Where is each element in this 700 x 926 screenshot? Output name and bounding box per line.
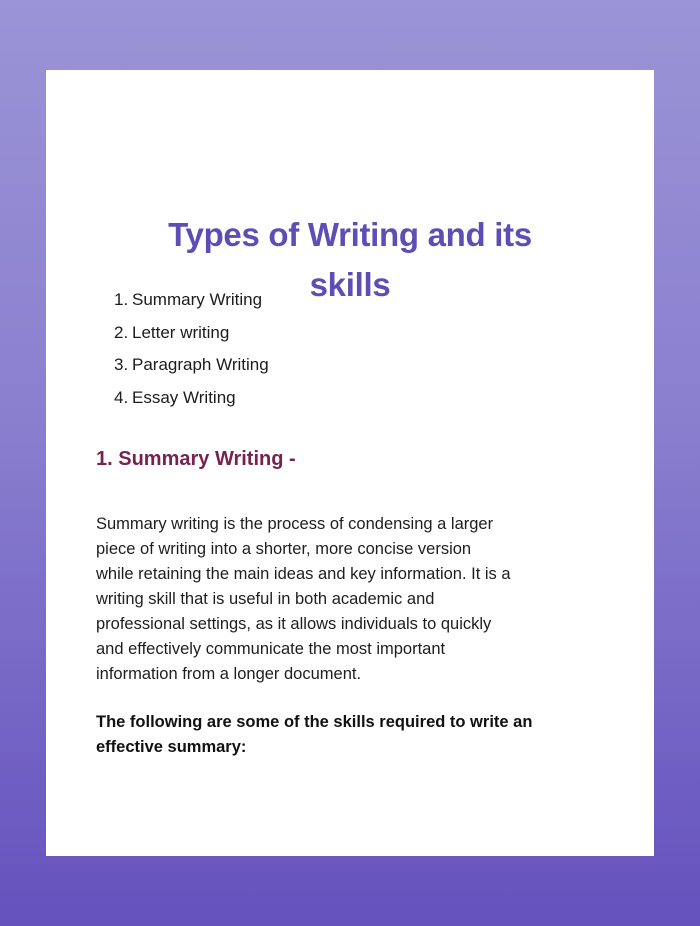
- list-number: 2.: [114, 322, 129, 342]
- list-item: [114, 317, 269, 350]
- paragraph-line: and effectively communicate the most important: [96, 640, 446, 658]
- list-label: Paragraph Writing: [132, 355, 269, 374]
- skills-intro: [96, 710, 532, 760]
- paragraph-line: professional settings, as it allows individuals to quickly: [96, 615, 492, 633]
- document-card: [46, 70, 654, 856]
- list-item: [114, 382, 269, 415]
- paragraph-line: Summary writing is the process of condensing a larger: [96, 515, 494, 533]
- paragraph-line: while retaining the main ideas and key information. It is a: [96, 565, 511, 583]
- list-number: 3.: [114, 355, 129, 374]
- list-label: Letter writing: [132, 322, 230, 342]
- paragraph-line: information from a longer document.: [96, 665, 362, 683]
- paragraph-line: writing skill that is useful in both academic and: [96, 590, 435, 608]
- skills-intro-line: effective summary:: [96, 738, 247, 756]
- skills-intro-line: The following are some of the skills required to write an: [96, 713, 533, 731]
- list-item: [114, 349, 269, 382]
- list-label: Essay Writing: [132, 387, 236, 407]
- list-number: 1.: [114, 290, 129, 309]
- writing-types-list: [114, 284, 269, 414]
- paragraph-line: piece of writing into a shorter, more concise version: [96, 540, 472, 558]
- title-line: Types of Writing and its: [168, 216, 532, 253]
- summary-paragraph: [96, 512, 511, 687]
- list-number: 4.: [114, 387, 129, 407]
- title-line: skills: [309, 266, 391, 303]
- list-label: Summary Writing: [132, 290, 263, 309]
- section-heading: 1. Summary Writing -: [96, 448, 296, 470]
- list-item: [114, 284, 269, 317]
